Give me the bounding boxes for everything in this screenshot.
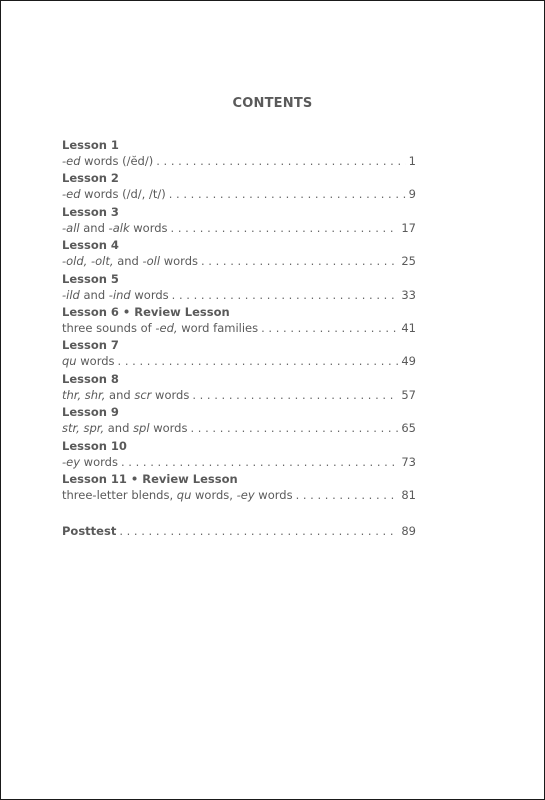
description-part: words [130,287,169,302]
lesson-title: Lesson 3 [62,204,119,219]
lesson-title: Lesson 5 [62,271,119,286]
toc-entry [62,371,416,404]
description-part: and [113,254,143,269]
toc-entry [62,438,416,471]
page-number: 33 [401,287,416,302]
description-part: -ed [62,187,81,202]
lesson-title: Lesson 7 [62,338,119,353]
posttest-label: Posttest [62,524,117,538]
dot-leader [121,454,398,470]
toc-row [62,487,416,503]
description-part: thr, shr, [62,387,106,402]
dot-leader [169,186,406,202]
description-part: three-letter blends, [62,487,177,502]
description-part: words [151,387,190,402]
description-part: -ed, [155,320,178,335]
page-number: 49 [401,354,416,369]
description-part: -old, -olt, [62,254,114,269]
description-part: str, spr, [62,421,105,436]
lesson-title: Lesson 11 • Review Lesson [62,471,238,486]
toc-entry [62,471,416,504]
dot-leader [171,220,399,236]
lesson-description [62,186,166,202]
dot-leader [118,353,399,369]
lesson-title: Lesson 1 [62,138,119,152]
description-part: -ey [62,454,81,469]
lesson-description [62,220,168,236]
description-part: -alk [108,220,130,235]
description-part: and [79,220,109,235]
toc-row [62,253,416,269]
lesson-description [62,253,198,269]
toc-row [62,420,416,436]
description-part: words (/d/, /t/) [80,187,166,202]
toc-entry-posttest [62,523,416,539]
description-part: words [254,487,293,502]
dot-leader [172,287,399,303]
toc-entry [62,237,416,270]
dot-leader [296,487,399,503]
page-number: 81 [401,487,416,502]
description-part: words [149,421,188,436]
lesson-title: Lesson 4 [62,238,119,253]
description-part: and [79,287,109,302]
toc-entry [62,337,416,370]
toc-entry [62,271,416,304]
lesson-description [62,153,153,169]
description-part: words (/ĕd/) [80,154,154,168]
description-part: qu [62,354,77,369]
toc-row [62,186,416,202]
dot-leader [119,523,398,539]
dot-leader [156,153,405,169]
toc-entry [62,170,416,203]
toc-row [62,287,416,303]
lesson-description [62,420,187,436]
page-number: 57 [401,387,416,402]
lesson-title: Lesson 8 [62,371,119,386]
lesson-description [62,387,189,403]
page-number: 1 [408,154,416,168]
description-part: -ey [236,487,255,502]
toc-row [62,353,416,369]
description-part: word families [177,320,259,335]
page-number: 9 [408,187,416,202]
description-part: words [76,354,115,369]
description-part: three sounds of [62,320,156,335]
dot-leader [201,253,398,269]
dot-leader [192,387,398,403]
description-part: scr [134,387,152,402]
description-part: -ed [62,154,81,168]
description-part: -ind [108,287,131,302]
lesson-title: Lesson 2 [62,171,119,186]
description-part: words [129,220,168,235]
lesson-description [62,353,115,369]
toc-row [62,153,416,169]
dot-leader [261,320,398,336]
page-number: 89 [401,524,416,538]
page-number: 65 [401,421,416,436]
page-title: CONTENTS [232,96,313,111]
toc-row [62,220,416,236]
description-part: words [160,254,198,269]
toc-entry [62,204,416,237]
description-part: words, [191,487,237,502]
toc-entry [62,404,416,437]
lesson-title: Lesson 9 [62,405,119,420]
table-of-contents [62,137,416,504]
page-number: 17 [401,220,416,235]
description-part: -oll [142,254,161,269]
description-part: words [80,454,118,469]
lesson-description [62,487,293,503]
page-number: 25 [401,254,416,269]
description-part: spl [133,421,150,436]
lesson-title: Lesson 10 [62,438,127,453]
toc-entry [62,137,416,170]
toc-row [62,523,416,539]
page-number: 41 [401,320,416,335]
toc-row [62,387,416,403]
lesson-description [62,287,169,303]
lesson-title: Lesson 6 • Review Lesson [62,304,230,319]
dot-leader [190,420,398,436]
toc-entry [62,304,416,337]
description-part: and [105,387,135,402]
toc-row [62,320,416,336]
toc-row [62,454,416,470]
description-part: and [104,421,134,436]
description-part: qu [176,487,192,502]
description-part: -ild [62,287,80,302]
lesson-description [62,320,258,336]
description-part: -all [62,220,80,235]
page-number: 73 [401,454,416,469]
lesson-description [62,454,118,470]
